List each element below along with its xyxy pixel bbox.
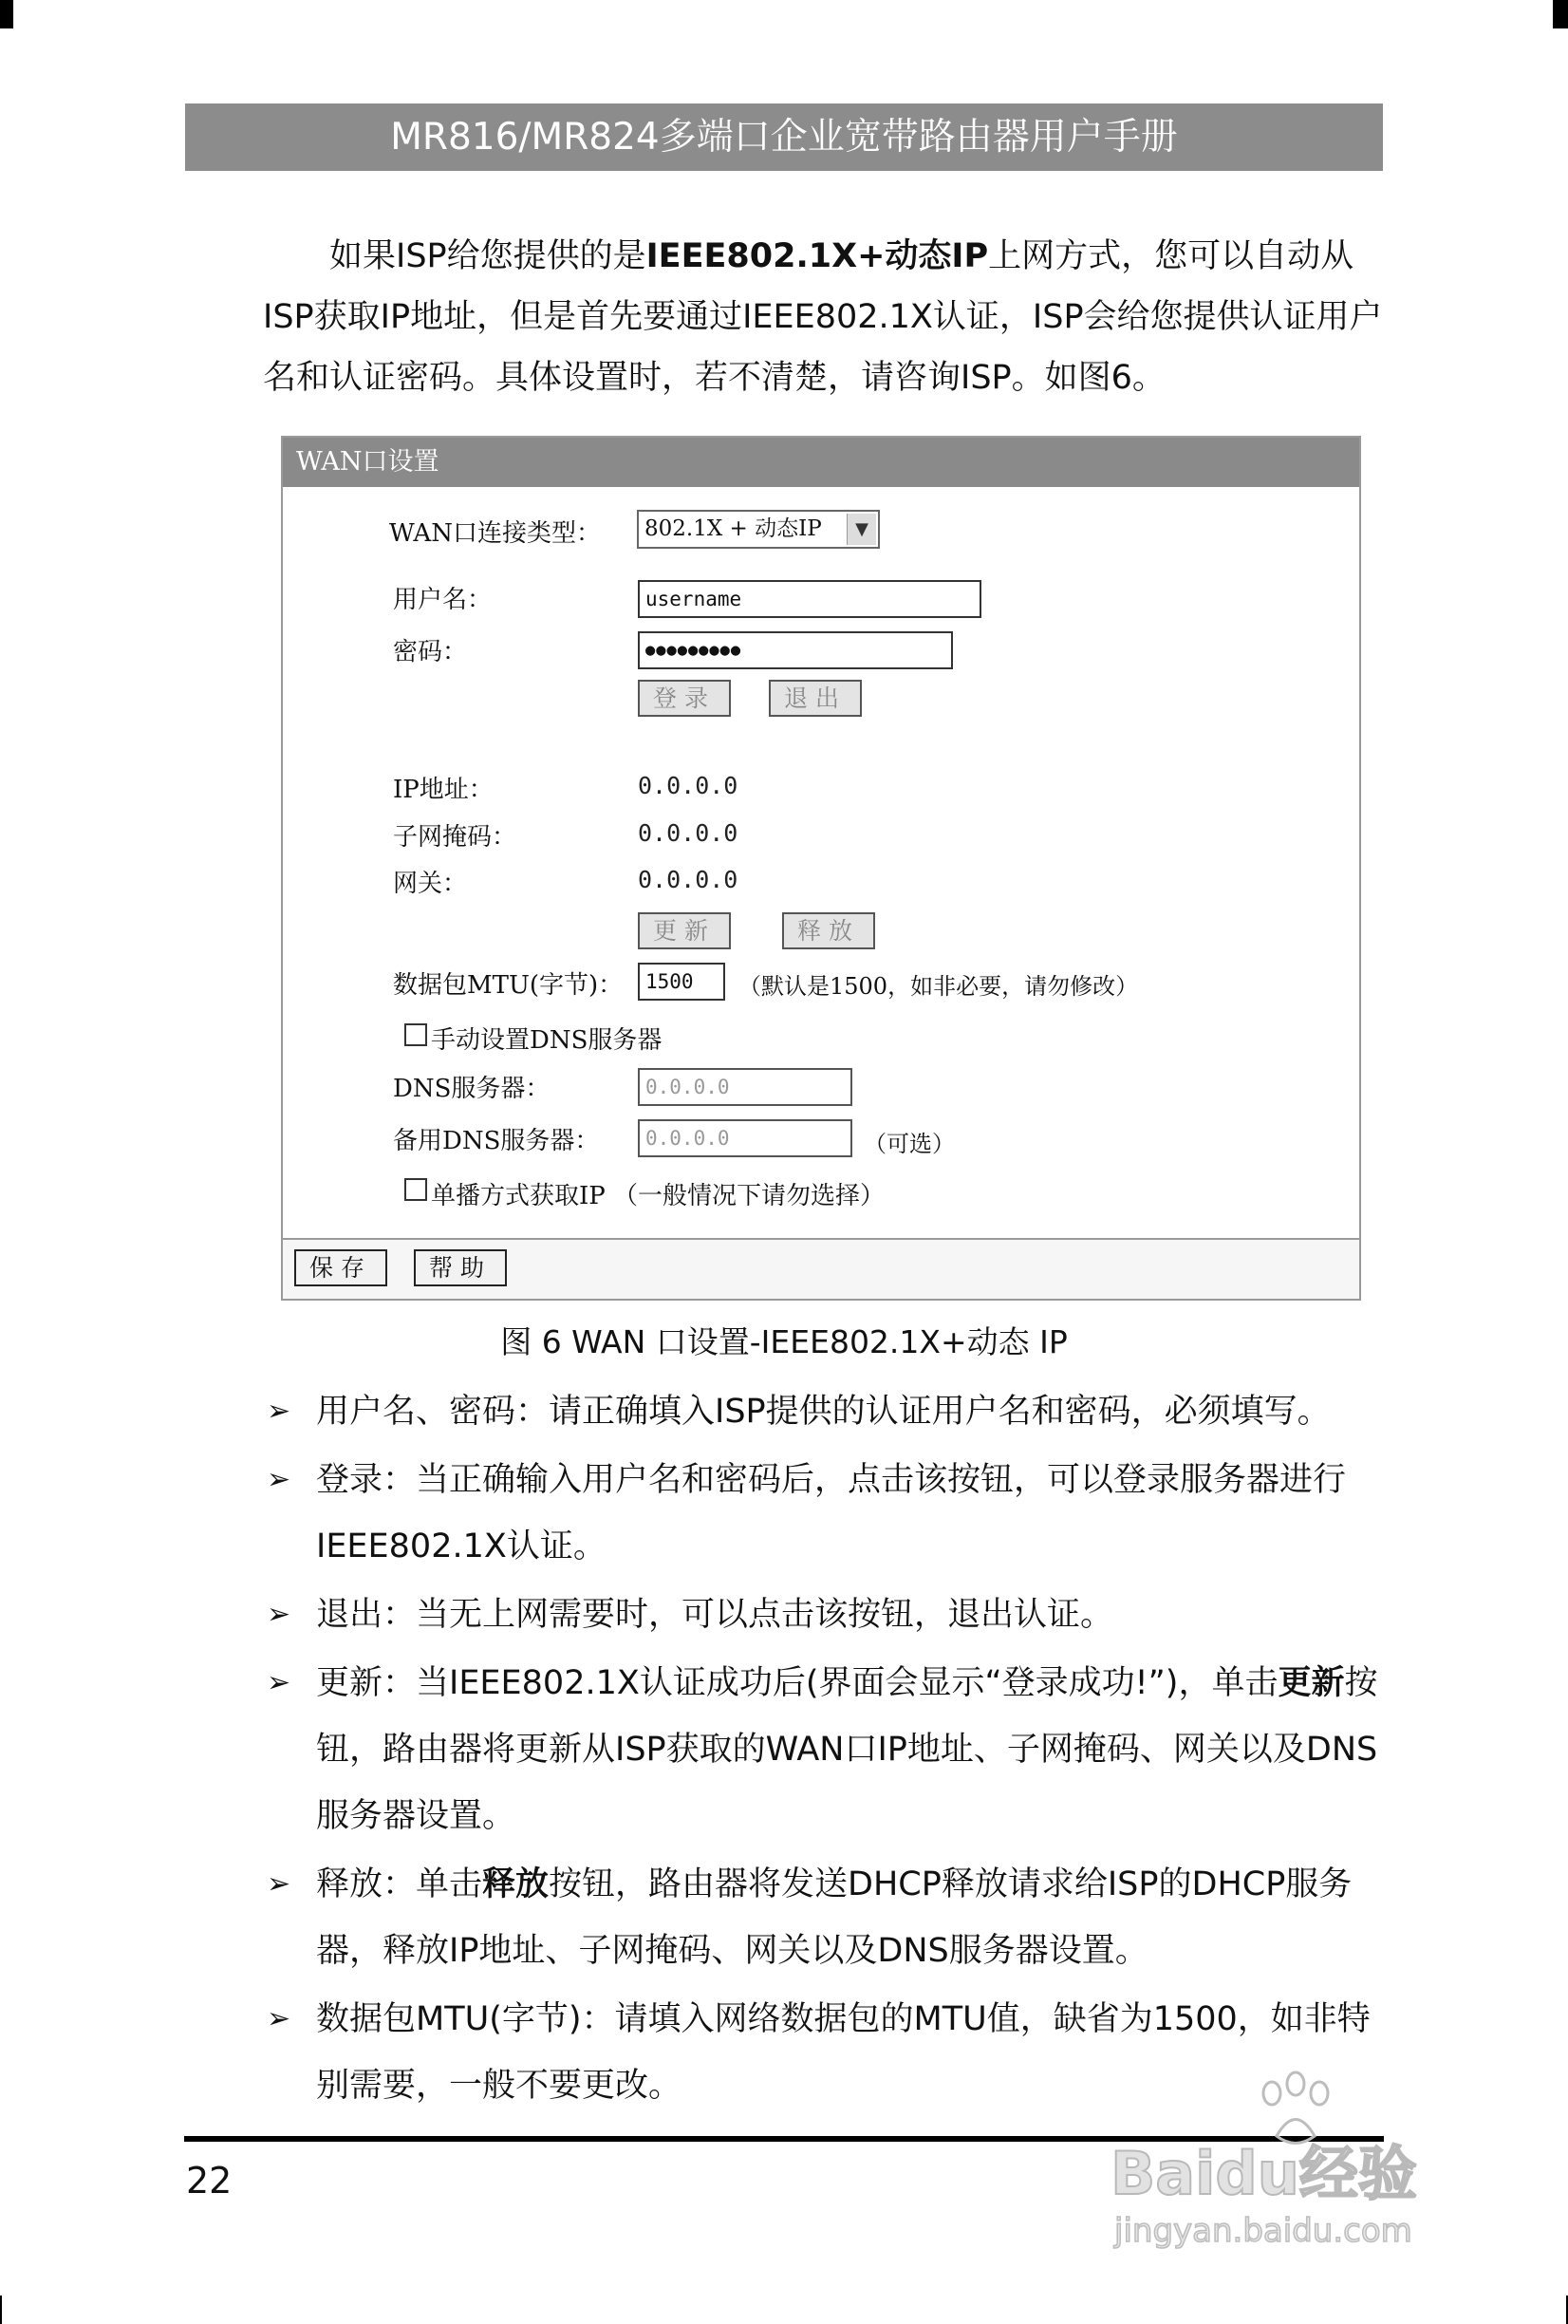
intro-text-2: 上网方式，您可以自动从ISP获取IP地址，但是首先要通过IEEE802.1X认证，ISP会给您提供认证用户名和认证密码。具体设置时，若不清楚，请咨询ISP。如图6。 xyxy=(263,237,1383,397)
mask-value: 0.0.0.0 xyxy=(638,819,738,847)
mtu-label: 数据包MTU(字节)： xyxy=(393,971,624,1000)
manual-dns-checkbox[interactable] xyxy=(404,1023,427,1046)
bullet-text: 退出：当无上网需要时，可以点击该按钮，退出认证。 xyxy=(316,1596,1114,1634)
bullet-item xyxy=(267,1447,1396,1580)
bullet-item xyxy=(267,1378,1396,1445)
bullet-text: 数据包MTU(字节)：请填入网络数据包的MTU值，缺省为1500，如非特别需要，一般不要更改。 xyxy=(316,2000,1371,2105)
conn-type-value: 802.1X + 动态IP xyxy=(644,516,822,541)
watermark-brand: Baidu经验 xyxy=(1111,2139,1417,2208)
crop-mark-tl xyxy=(0,0,13,28)
bullet-bold: 更新 xyxy=(1278,1664,1345,1702)
bullet-text: 按钮，路由器将更新从ISP获取的WAN口IP地址、子网掩码、网关以及DNS服务器设置。 xyxy=(316,1664,1378,1835)
username-input[interactable]: username xyxy=(638,580,981,618)
gateway-label: 网关： xyxy=(393,870,468,898)
crop-mark-tr xyxy=(1553,0,1568,28)
header-title: MR816/MR824多端口企业宽带路由器用户手册 xyxy=(185,103,1383,171)
conn-type-label: WAN口连接类型： xyxy=(389,519,601,548)
bullet-bold: 释放 xyxy=(482,1865,550,1903)
password-label: 密码： xyxy=(393,638,468,666)
help-button[interactable]: 帮助 xyxy=(414,1249,507,1286)
bullet-text: 更新：当IEEE802.1X认证成功后(界面会显示“登录成功!”)，单击 xyxy=(316,1664,1279,1702)
alt-dns-input[interactable]: 0.0.0.0 xyxy=(638,1119,852,1157)
bullet-list xyxy=(267,1378,1396,2121)
bullet-item xyxy=(267,1650,1396,1849)
bullet-text: 用户名、密码：请正确填入ISP提供的认证用户名和密码，必须填写。 xyxy=(316,1393,1331,1431)
panel-footer xyxy=(283,1238,1359,1299)
save-button[interactable]: 保存 xyxy=(294,1249,387,1286)
arrow-bullet-icon: ➢ xyxy=(267,1666,291,1699)
release-button[interactable]: 释放 xyxy=(782,912,875,949)
conn-type-select[interactable] xyxy=(637,510,880,549)
arrow-bullet-icon: ➢ xyxy=(267,2002,291,2035)
bullet-text: 登录：当正确输入用户名和密码后，点击该按钮，可以登录服务器进行IEEE802.1X认证。 xyxy=(316,1461,1347,1565)
chevron-down-icon[interactable]: ▼ xyxy=(847,514,876,545)
mask-label: 子网掩码： xyxy=(393,823,517,852)
unicast-label: 单播方式获取IP （一般情况下请勿选择） xyxy=(431,1182,886,1210)
intro-paragraph xyxy=(263,226,1392,408)
alt-dns-label: 备用DNS服务器： xyxy=(393,1127,600,1155)
dns-label: DNS服务器： xyxy=(393,1075,551,1103)
mtu-input[interactable]: 1500 xyxy=(638,963,725,1001)
bullet-text: 按钮，路由器将发送DHCP释放请求给ISP的DHCP服务器，释放IP地址、子网掩码、网关以及DNS服务器设置。 xyxy=(316,1865,1353,1970)
mtu-hint: （默认是1500，如非必要，请勿修改） xyxy=(738,973,1139,1000)
baidu-watermark xyxy=(1111,2070,1490,2259)
intro-text-1: 如果ISP给您提供的是 xyxy=(329,237,646,275)
dns-input[interactable]: 0.0.0.0 xyxy=(638,1068,852,1106)
wan-settings-panel xyxy=(281,436,1361,1301)
watermark-url: jingyan.baidu.com xyxy=(1114,2212,1412,2250)
intro-bold: IEEE802.1X+动态IP xyxy=(645,237,989,275)
arrow-bullet-icon: ➢ xyxy=(267,1463,291,1496)
login-button[interactable]: 登录 xyxy=(638,680,731,717)
bullet-item xyxy=(267,1851,1396,1984)
arrow-bullet-icon: ➢ xyxy=(267,1867,291,1901)
logout-button[interactable]: 退出 xyxy=(769,680,862,717)
page-number: 22 xyxy=(186,2160,233,2202)
ip-value: 0.0.0.0 xyxy=(638,772,738,799)
gateway-value: 0.0.0.0 xyxy=(638,866,738,893)
arrow-bullet-icon: ➢ xyxy=(267,1395,291,1428)
arrow-bullet-icon: ➢ xyxy=(267,1598,291,1631)
username-label: 用户名： xyxy=(393,586,493,614)
figure-caption: 图 6 WAN 口设置-IEEE802.1X+动态 IP xyxy=(500,1323,1068,1360)
optional-hint: （可选） xyxy=(864,1131,955,1157)
bullet-item xyxy=(267,1582,1396,1648)
unicast-checkbox[interactable] xyxy=(404,1178,427,1201)
panel-title: WAN口设置 xyxy=(283,438,1359,487)
crop-mark-bl xyxy=(0,2296,2,2324)
renew-button[interactable]: 更新 xyxy=(638,912,731,949)
manual-dns-label: 手动设置DNS服务器 xyxy=(431,1026,663,1055)
ip-label: IP地址： xyxy=(393,776,494,804)
bullet-text: 释放：单击 xyxy=(316,1865,483,1903)
password-input[interactable]: ●●●●●●●●● xyxy=(638,631,953,669)
